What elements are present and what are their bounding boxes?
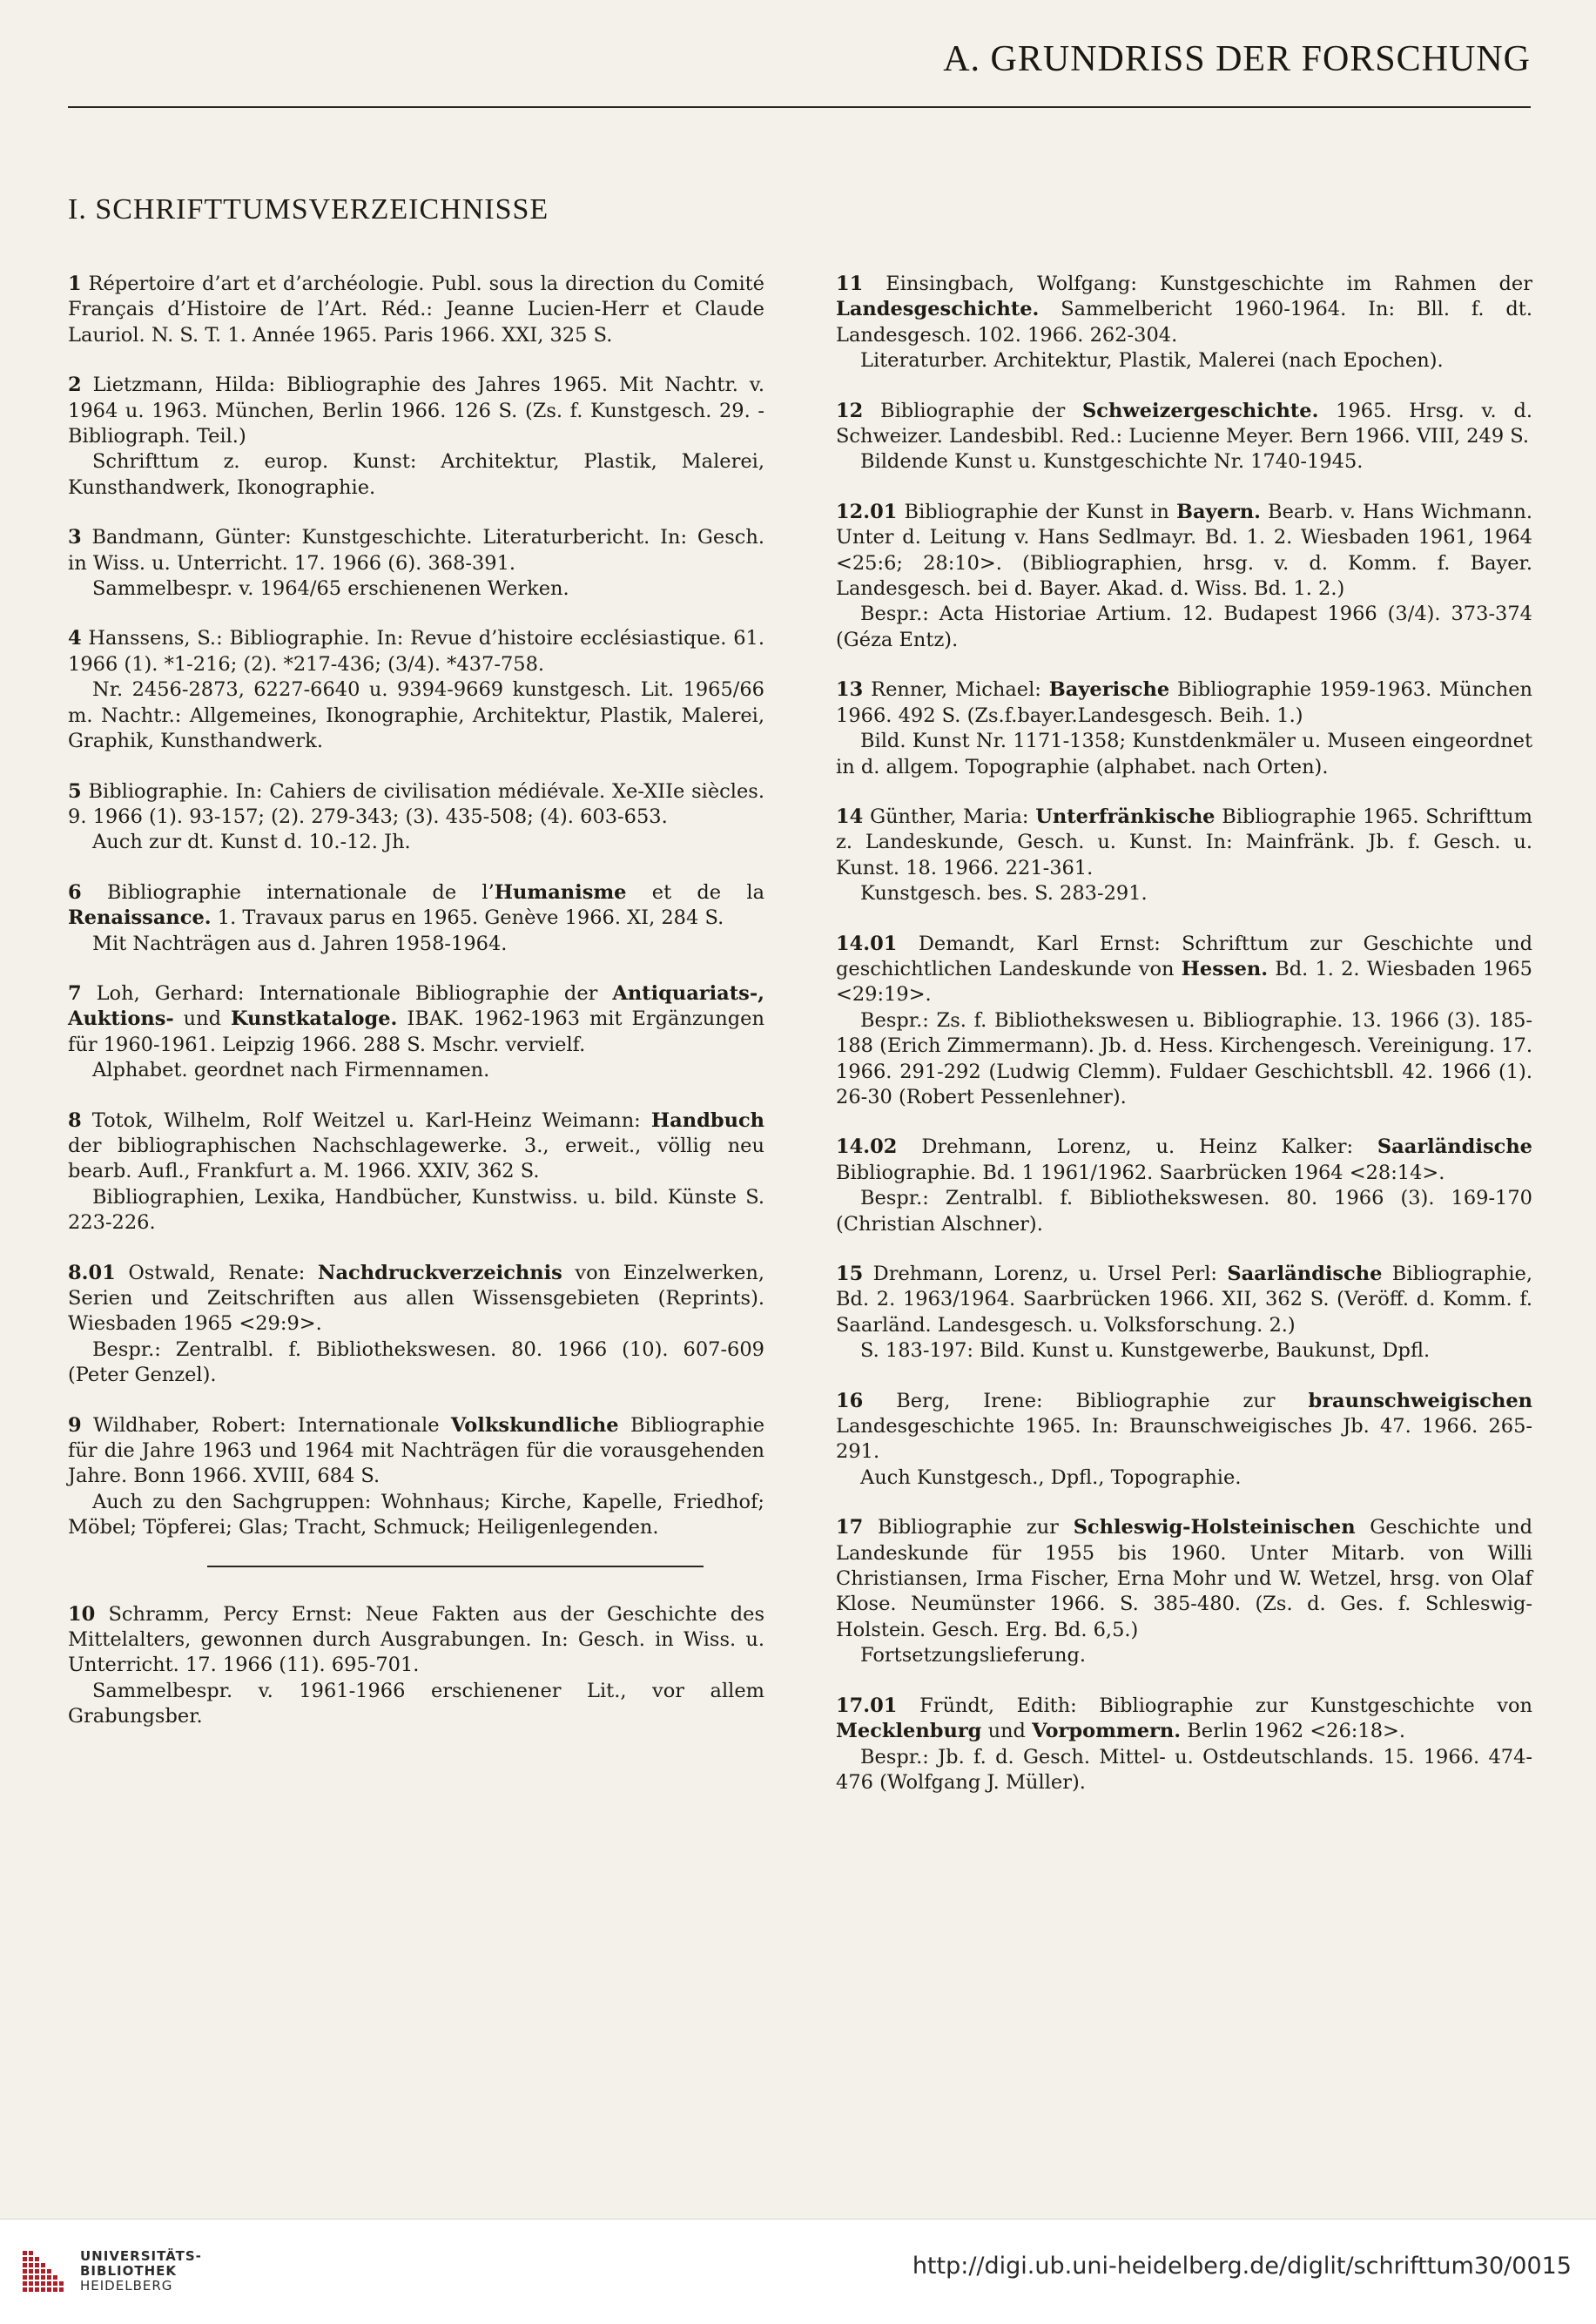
entry-keyword: Volkskundliche (450, 1413, 619, 1437)
bibliography-entry (68, 981, 764, 1084)
bibliography-entry (836, 272, 1532, 374)
entry-keyword: Bayern. (1175, 500, 1261, 523)
entry-keyword: Vorpommern. (1032, 1720, 1182, 1743)
entry-citation (836, 500, 1532, 603)
bibliography-entry (68, 272, 764, 348)
bibliography-entry (68, 626, 764, 754)
entry-text: von Einzelwerken, Serien und Zeitschriften aus allen Wissensgebieten (Reprints). Wiesbaden 1965 <29:9>. (68, 1261, 765, 1336)
bibliography-entry (836, 1694, 1532, 1796)
entry-annotation: S. 183-197: Bild. Kunst u. Kunstgewerbe, Baukunst, Dpfl. (860, 1339, 1431, 1363)
entry-keyword: Schweizergeschichte. (1082, 399, 1319, 422)
entry-number: 14.02 (836, 1135, 898, 1159)
bibliography-entry (836, 932, 1532, 1111)
entry-text: Schramm, Percy Ernst: Neue Fakten aus der Geschichte des Mittelalters, gewonnen durch Ausgrabungen. In: Gesch. in Wiss. u. Unterricht. 17. 1966 (11). 695-701. (68, 1602, 764, 1677)
entry-number: 17.01 (836, 1694, 898, 1717)
entry-annotation: Bespr.: Zs. f. Bibliothekswesen u. Bibliographie. 13. 1966 (3). 185-188 (Erich Zimmermann). Jb. d. Hess. Kirchengesch. Vereinigung. 17. 1966. 291-292 (Ludwig Clemm). Fuldaer Geschichtsbll. 42. 1966 (1). 26-30 (Robert Pessenlehner). (836, 1008, 1532, 1108)
entry-annotation: Alphabet. geordnet nach Firmennamen. (92, 1059, 490, 1082)
entry-text: Bibliographie. Bd. 1 1961/1962. Saarbrücken 1964 <28:14>. (836, 1161, 1445, 1184)
section-divider (207, 1566, 704, 1567)
entry-text: Renner, Michael: (863, 678, 1049, 702)
entry-citation (836, 1389, 1532, 1465)
entry-text: Demandt, Karl Ernst: Schrifttum zur Geschichte und geschichtlichen Landeskunde von (836, 932, 1532, 980)
entry-text: Bibliographie zur (863, 1516, 1074, 1539)
entry-citation (836, 272, 1532, 348)
bibliography-entry (836, 677, 1532, 780)
entry-number: 8.01 (68, 1261, 116, 1284)
entry-number: 12 (836, 399, 864, 422)
entry-number: 2 (68, 374, 82, 397)
entry-text: Bd. 1. 2. Wiesbaden 1965 <29:19>. (836, 957, 1532, 1007)
entry-number: 8 (68, 1108, 82, 1132)
entry-number: 4 (68, 627, 82, 650)
entry-text: Ostwald, Renate: (115, 1261, 318, 1284)
entry-keyword: Renaissance. (68, 906, 212, 930)
entry-text: Totok, Wilhelm, Rolf Weitzel u. Karl-Heinz Weimann: (81, 1108, 651, 1132)
entry-text: Bearb. v. Hans Wichmann. Unter d. Leitung v. Hans Sedlmayr. Bd. 1. 2. Wiesbaden 1961, 1964 <25:6; 28:10>. (Bibliographien, hrsg. v. d. Komm. f. Bayer. Landesgesch. bei d. Bayer. Akad. d. Wiss. Bd. 1. 2.) (836, 500, 1533, 601)
entry-text: Bibliographie für die Jahre 1963 und 1964 mit Nachträgen für die vorausgehenden Jahre. Bonn 1966. XVIII, 684 S. (68, 1413, 765, 1488)
entry-citation (68, 626, 764, 677)
entry-number: 14.01 (836, 932, 898, 955)
entry-number: 17 (836, 1516, 864, 1539)
bibliography-entry (836, 1262, 1532, 1364)
entry-keyword: Nachdruckverzeichnis (317, 1261, 562, 1284)
running-head: A. GRUNDRISS DER FORSCHUNG (943, 39, 1531, 79)
entry-keyword: Landesgeschichte. (836, 298, 1040, 321)
entry-annotation: Auch zur dt. Kunst d. 10.-12. Jh. (92, 831, 411, 854)
entry-citation (68, 779, 764, 831)
entry-citation (836, 1694, 1532, 1745)
entry-citation (68, 981, 764, 1058)
entry-annotation: Bildende Kunst u. Kunstgeschichte Nr. 1740-1945. (860, 450, 1364, 474)
entry-text: und (981, 1720, 1033, 1743)
entry-citation (68, 272, 764, 348)
entry-number: 15 (836, 1263, 864, 1285)
entry-text: Berlin 1962 <26:18>. (1181, 1720, 1406, 1743)
bibliography-entry (68, 1261, 764, 1389)
entry-text: Einsingbach, Wolfgang: Kunstgeschichte im Rahmen der (863, 273, 1532, 295)
entry-text: Berg, Irene: Bibliographie zur (863, 1389, 1309, 1412)
bibliography-entry (836, 500, 1532, 653)
entry-keyword: Saarländische (1227, 1263, 1383, 1285)
bibliography-entry (836, 1389, 1532, 1492)
bibliography-entry (68, 1108, 764, 1236)
entry-keyword: Kunstkataloge. (230, 1007, 398, 1031)
entry-text: Bibliographie der Kunst in (897, 500, 1176, 523)
entry-annotation: Auch zu den Sachgruppen: Wohnhaus; Kirche, Kapelle, Friedhof; Möbel; Töpferei; Glas; Tracht, Schmuck; Heiligenlegenden. (68, 1490, 764, 1539)
right-column (836, 272, 1532, 1820)
entry-text: Bibliographie der (863, 399, 1083, 422)
entry-annotation: Bibliographien, Lexika, Handbücher, Kunstwiss. u. bild. Künste S. 223-226. (68, 1185, 764, 1235)
entry-text: Hanssens, S.: Bibliographie. In: Revue d’histoire ecclésiastique. 61. 1966 (1). *1-216; (2). *217-436; (3/4). *437-758. (68, 627, 764, 676)
entry-annotation: Mit Nachträgen aus d. Jahren 1958-1964. (92, 932, 508, 955)
entry-annotation: Bespr.: Acta Historiae Artium. 12. Budapest 1966 (3/4). 373-374 (Géza Entz). (836, 603, 1532, 651)
entry-text: Loh, Gerhard: Internationale Bibliographie der (81, 981, 613, 1005)
entry-annotation: Schrifttum z. europ. Kunst: Architektur, Plastik, Malerei, Kunsthandwerk, Ikonographie. (68, 450, 764, 499)
bibliography-entry (68, 373, 764, 501)
bibliography-entry (836, 399, 1532, 475)
entry-annotation: Sammelbespr. v. 1961-1966 erschienener Lit., vor allem Grabungsber. (68, 1679, 764, 1728)
entry-keyword: Saarländische (1377, 1135, 1532, 1159)
entry-citation (68, 880, 764, 932)
library-name-line3: HEIDELBERG (80, 2278, 173, 2294)
entry-text: Lietzmann, Hilda: Bibliographie des Jahres 1965. Mit Nachtr. v. 1964 u. 1963. München, Berlin 1966. 126 S. (Zs. f. Kunstgesch. 29. - Bibliograph. Teil.) (68, 374, 764, 448)
entry-annotation: Literaturber. Architektur, Plastik, Malerei (nach Epochen). (860, 349, 1444, 373)
entry-text: Bandmann, Günter: Kunstgeschichte. Literaturbericht. In: Gesch. in Wiss. u. Unterricht. 17. 1966 (6). 368-391. (68, 526, 764, 575)
entry-keyword: Humanisme (494, 880, 627, 904)
entry-citation (836, 677, 1532, 729)
entry-citation (836, 1135, 1532, 1186)
entry-keyword: Antiquariats-, Auktions- (68, 981, 764, 1031)
entry-keyword: Handbuch (650, 1108, 764, 1132)
entry-annotation: Kunstgesch. bes. S. 283-291. (860, 882, 1148, 906)
entry-number: 6 (68, 880, 82, 904)
entry-number: 7 (68, 981, 82, 1005)
entry-annotation: Sammelbespr. v. 1964/65 erschienenen Werken. (92, 577, 569, 601)
entry-text: Geschichte und Landeskunde für 1955 bis 1960. Unter Mitarb. von Willi Christiansen, Irma Fischer, Erna Mohr und W. Wetzel, hrsg. von Olaf Klose. Neumünster 1966. S. 385-480. (Zs. d. Ges. f. Schleswig-Holstein. Gesch. Erg. Bd. 6,5.) (836, 1516, 1533, 1641)
entry-citation (836, 1262, 1532, 1338)
entry-annotation: Nr. 2456-2873, 6227-6640 u. 9394-9669 kunstgesch. Lit. 1965/66 m. Nachtr.: Allgemeines, Ikonographie, Architektur, Plastik, Malerei, Graphik, Kunsthandwerk. (68, 678, 764, 753)
entry-number: 1 (68, 273, 82, 295)
entry-text: Bibliographie internationale de l’ (81, 880, 495, 904)
entry-annotation: Fortsetzungslieferung. (860, 1644, 1087, 1667)
entry-text: IBAK. 1962-1963 mit Ergänzungen für 1960-1961. Leipzig 1966. 288 S. Mschr. vervielf. (68, 1007, 764, 1056)
entry-text: Bibliographie 1959-1963. München 1966. 492 S. (Zs.f.bayer.Landesgesch. Beih. 1.) (836, 678, 1533, 727)
entry-text: Wildhaber, Robert: Internationale (81, 1413, 451, 1437)
entry-keyword: Schleswig-Holsteinischen (1073, 1516, 1356, 1539)
entry-annotation: Bild. Kunst Nr. 1171-1358; Kunstdenkmäler u. Museen eingeordnet in d. allgem. Topographie (alphabet. nach Orten). (836, 730, 1532, 778)
entry-number: 11 (836, 273, 864, 295)
entry-number: 9 (68, 1413, 82, 1437)
permalink-url[interactable]: http://digi.ub.uni-heidelberg.de/diglit/schrifttum30/0015 (912, 2253, 1572, 2280)
entry-annotation: Auch Kunstgesch., Dpfl., Topographie. (860, 1465, 1242, 1489)
bibliography-entry (68, 779, 764, 856)
entry-citation (68, 373, 764, 449)
bibliography-entry (68, 880, 764, 957)
entry-citation (68, 1261, 764, 1337)
entry-text: der bibliographischen Nachschlagewerke. 3., erweit., völlig neu bearb. Aufl., Frankfurt a. M. 1966. XXIV, 362 S. (68, 1134, 764, 1183)
entry-citation (836, 1515, 1532, 1643)
entry-keyword: Hessen. (1181, 957, 1269, 980)
entry-text: Drehmann, Lorenz, u. Ursel Perl: (863, 1263, 1228, 1285)
entry-annotation: Bespr.: Zentralbl. f. Bibliothekswesen. 80. 1966 (10). 607-609 (Peter Genzel). (68, 1337, 764, 1387)
entry-keyword: Mecklenburg (836, 1720, 982, 1743)
entry-citation (68, 1602, 764, 1679)
entry-number: 3 (68, 526, 82, 549)
entry-text: Bibliographie. In: Cahiers de civilisation médiévale. Xe-XIIe siècles. 9. 1966 (1). 93-157; (2). 279-343; (3). 435-508; (4). 603-653. (68, 779, 764, 828)
entry-citation (836, 805, 1532, 881)
entry-text: Bibliographie, Bd. 2. 1963/1964. Saarbrücken 1966. XII, 362 S. (Veröff. d. Komm. f. Saarländ. Landesgesch. u. Volksforschung. 2.) (836, 1263, 1532, 1337)
entry-text: und (173, 1007, 231, 1031)
entry-text: Fründt, Edith: Bibliographie zur Kunstgeschichte von (897, 1694, 1532, 1717)
entry-citation (68, 1413, 764, 1490)
entry-number: 16 (836, 1389, 864, 1412)
section-title: I. SCHRIFTTUMSVERZEICHNISSE (68, 193, 549, 226)
entry-number: 14 (836, 805, 864, 828)
library-name-line1: UNIVERSITÄTS- (80, 2248, 202, 2264)
entry-text: Drehmann, Lorenz, u. Heinz Kalker: (897, 1135, 1377, 1159)
viewer-footer (0, 2219, 1596, 2324)
bibliography-entry (68, 1413, 764, 1541)
entry-number: 12.01 (836, 500, 898, 523)
entry-number: 5 (68, 779, 82, 803)
entry-number: 10 (68, 1602, 96, 1626)
entry-text: Landesgeschichte 1965. In: Braunschweigisches Jb. 47. 1966. 265-291. (836, 1415, 1532, 1464)
entry-citation (836, 399, 1532, 450)
entry-keyword: Unterfränkische (1035, 805, 1216, 828)
bibliography-entry (836, 1135, 1532, 1237)
entry-citation (836, 932, 1532, 1008)
entry-text: Répertoire d’art et d’archéologie. Publ. sous la direction du Comité Français d’Histoire de l’Art. Réd.: Jeanne Lucien-Herr et Claude Lauriol. N. S. T. 1. Année 1965. Paris 1966. XXI, 325 S. (68, 273, 764, 347)
entry-text: 1. Travaux parus en 1965. Genève 1966. XI, 284 S. (211, 906, 724, 930)
library-name (80, 2249, 202, 2294)
entry-text: Günther, Maria: (863, 805, 1036, 828)
entry-citation (68, 525, 764, 576)
entry-text: et de la (626, 880, 764, 904)
bibliography-entry (68, 525, 764, 602)
bibliography-entry (836, 805, 1532, 907)
entry-annotation: Bespr.: Jb. f. d. Gesch. Mittel- u. Ostdeutschlands. 15. 1966. 474-476 (Wolfgang J. Müller). (836, 1745, 1532, 1794)
entry-number: 13 (836, 678, 864, 702)
entry-keyword: braunschweigischen (1308, 1389, 1532, 1412)
entry-text: Bibliographie 1965. Schrifttum z. Landeskunde, Gesch. u. Kunst. In: Mainfränk. Jb. f. Gesch. u. Kunst. 18. 1966. 221-361. (836, 805, 1532, 879)
library-name-line2: BIBLIOTHEK (80, 2263, 177, 2279)
entry-keyword: Bayerische (1048, 678, 1170, 702)
entry-citation (68, 1108, 764, 1185)
left-column (68, 272, 764, 1755)
header-rule (68, 106, 1531, 108)
entry-text: 1965. Hrsg. v. d. Schweizer. Landesbibl. Red.: Lucienne Meyer. Bern 1966. VIII, 249 S. (836, 399, 1532, 448)
entry-annotation: Bespr.: Zentralbl. f. Bibliothekswesen. 80. 1966 (3). 169-170 (Christian Alschner). (836, 1187, 1532, 1236)
bibliography-entry (68, 1602, 764, 1730)
bibliography-entry (836, 1515, 1532, 1668)
entry-text: Sammelbericht 1960-1964. In: Bll. f. dt. Landesgesch. 102. 1966. 262-304. (836, 298, 1532, 347)
university-logo-icon (19, 2246, 66, 2298)
